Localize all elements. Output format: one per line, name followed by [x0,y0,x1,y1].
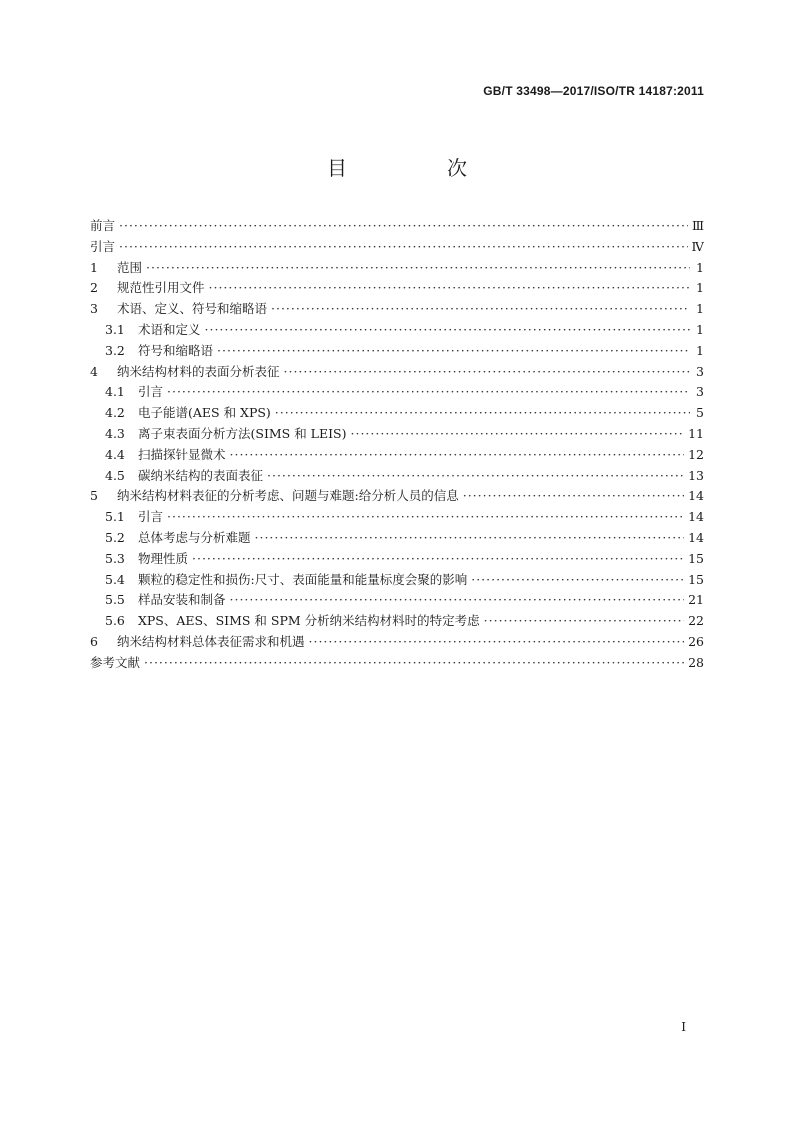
toc-dot-leader [167,507,684,528]
toc-entry[interactable] [90,486,704,507]
toc-entry-label: XPS、AES、SIMS 和 SPM 分析纳米结构材料时的特定考虑 [138,613,480,629]
toc-entry-number: 4 [90,363,98,379]
toc-dot-leader [230,445,685,466]
toc-dot-leader [471,570,684,591]
toc-entry-number: 3.1 [105,321,125,337]
toc-dot-leader [271,299,690,320]
toc-entry-label: 术语、定义、符号和缩略语 [117,301,268,317]
toc-entry-number: 5.5 [105,592,125,608]
toc-entry-page: Ⅳ [691,238,704,254]
toc-dot-leader [255,528,685,549]
toc-entry-label: 总体考虑与分析难题 [138,529,251,545]
toc-title: 目 次 [327,156,507,180]
toc-dot-leader [119,237,687,258]
toc-entry-label: 物理性质 [138,550,189,566]
toc-entry-page: 15 [688,550,704,566]
toc-entry-label: 规范性引用文件 [117,280,205,296]
toc-dot-leader [167,382,690,403]
toc-entry[interactable] [90,424,704,445]
toc-entry-number: 5.1 [105,509,125,525]
toc-entry[interactable] [90,299,704,320]
toc-entry-label: 引言 [138,384,164,400]
toc-entry-page: 28 [688,654,704,670]
toc-dot-leader [284,362,690,383]
toc-entry-number: 4.3 [105,425,125,441]
toc-entry-number: 5.2 [105,529,125,545]
toc-dot-leader [351,424,685,445]
toc-entry-page: 15 [688,571,704,587]
toc-entry-page: 1 [696,321,704,337]
toc-entry-number: 4.2 [105,405,125,421]
toc-dot-leader [230,590,685,611]
toc-entry-label: 扫描探针显微术 [138,446,226,462]
toc-entry-label: 离子束表面分析方法(SIMS 和 LEIS) [138,425,347,441]
toc-entry-label: 范围 [117,259,143,275]
toc-entry-page: 1 [696,280,704,296]
page-number: Ⅰ [681,1020,686,1034]
toc-entry-number: 2 [90,280,98,296]
toc-entry[interactable] [90,341,704,362]
toc-entry-page: 3 [696,384,704,400]
toc-entry[interactable] [90,216,704,237]
toc-entry[interactable] [90,507,704,528]
toc-entry[interactable] [90,570,704,591]
toc-entry-page: 11 [688,425,704,441]
toc-dot-leader [192,549,684,570]
toc-entry-label: 参考文献 [90,654,141,670]
toc-entry[interactable] [90,258,704,279]
table-of-contents [90,216,704,674]
toc-entry-number: 4.1 [105,384,125,400]
toc-entry-number: 5.3 [105,550,125,566]
toc-dot-leader [484,611,684,632]
toc-entry-label: 碳纳米结构的表面表征 [138,467,264,483]
toc-entry-number: 5.4 [105,571,125,587]
toc-entry[interactable] [90,382,704,403]
toc-entry-label: 前言 [90,218,116,233]
toc-entry-number: 3.2 [105,342,125,358]
toc-dot-leader [119,216,688,237]
toc-entry-number: 3 [90,301,98,317]
toc-entry-page: 12 [688,446,704,462]
toc-dot-leader [209,278,690,299]
toc-entry-number: 4.4 [105,446,125,462]
toc-entry-page: 13 [688,467,704,483]
toc-entry[interactable] [90,549,704,570]
toc-entry-label: 术语和定义 [138,321,201,337]
toc-entry-number: 4.5 [105,467,125,483]
toc-entry[interactable] [90,237,704,258]
toc-dot-leader [205,320,690,341]
toc-entry[interactable] [90,653,704,674]
toc-entry[interactable] [90,362,704,383]
toc-entry-page: Ⅲ [691,218,704,233]
toc-entry-page: 26 [688,633,704,649]
toc-dot-leader [275,403,690,424]
toc-dot-leader [309,632,685,653]
toc-entry-label: 引言 [90,238,116,254]
toc-entry-label: 样品安装和制备 [138,592,226,608]
toc-entry-number: 5.6 [105,613,125,629]
toc-entry-label: 电子能谱(AES 和 XPS) [138,405,271,421]
toc-entry[interactable] [90,466,704,487]
toc-entry[interactable] [90,445,704,466]
toc-entry-page: 1 [696,342,704,358]
toc-dot-leader [144,653,684,674]
toc-entry[interactable] [90,403,704,424]
toc-entry-page: 14 [688,488,704,504]
toc-entry-page: 14 [688,529,704,545]
toc-entry-page: 1 [696,301,704,317]
toc-entry[interactable] [90,611,704,632]
toc-entry-page: 5 [696,405,704,421]
toc-entry-number: 5 [90,488,98,504]
toc-entry-page: 21 [688,592,704,608]
standard-code: GB/T 33498—2017/ISO/TR 14187:2011 [483,84,704,98]
toc-dot-leader [267,466,684,487]
toc-entry-label: 引言 [138,509,164,525]
toc-entry-page: 3 [696,363,704,379]
toc-dot-leader [463,486,684,507]
toc-entry-label: 符号和缩略语 [138,342,214,358]
toc-entry-label: 纳米结构材料总体表征需求和机遇 [117,633,305,649]
toc-entry[interactable] [90,320,704,341]
toc-entry-page: 1 [696,259,704,275]
toc-entry[interactable] [90,528,704,549]
toc-entry-number: 1 [90,259,98,275]
toc-entry-page: 14 [688,509,704,525]
toc-dot-leader [217,341,690,362]
toc-entry-number: 6 [90,633,98,649]
toc-entry[interactable] [90,632,704,653]
toc-entry-label: 颗粒的稳定性和损伤:尺寸、表面能量和能量标度会聚的影响 [138,571,468,587]
toc-entry-page: 22 [688,613,704,629]
toc-dot-leader [146,258,690,279]
toc-entry[interactable] [90,278,704,299]
toc-entry[interactable] [90,590,704,611]
toc-entry-label: 纳米结构材料表征的分析考虑、问题与难题:给分析人员的信息 [117,488,459,504]
toc-entry-label: 纳米结构材料的表面分析表征 [117,363,280,379]
